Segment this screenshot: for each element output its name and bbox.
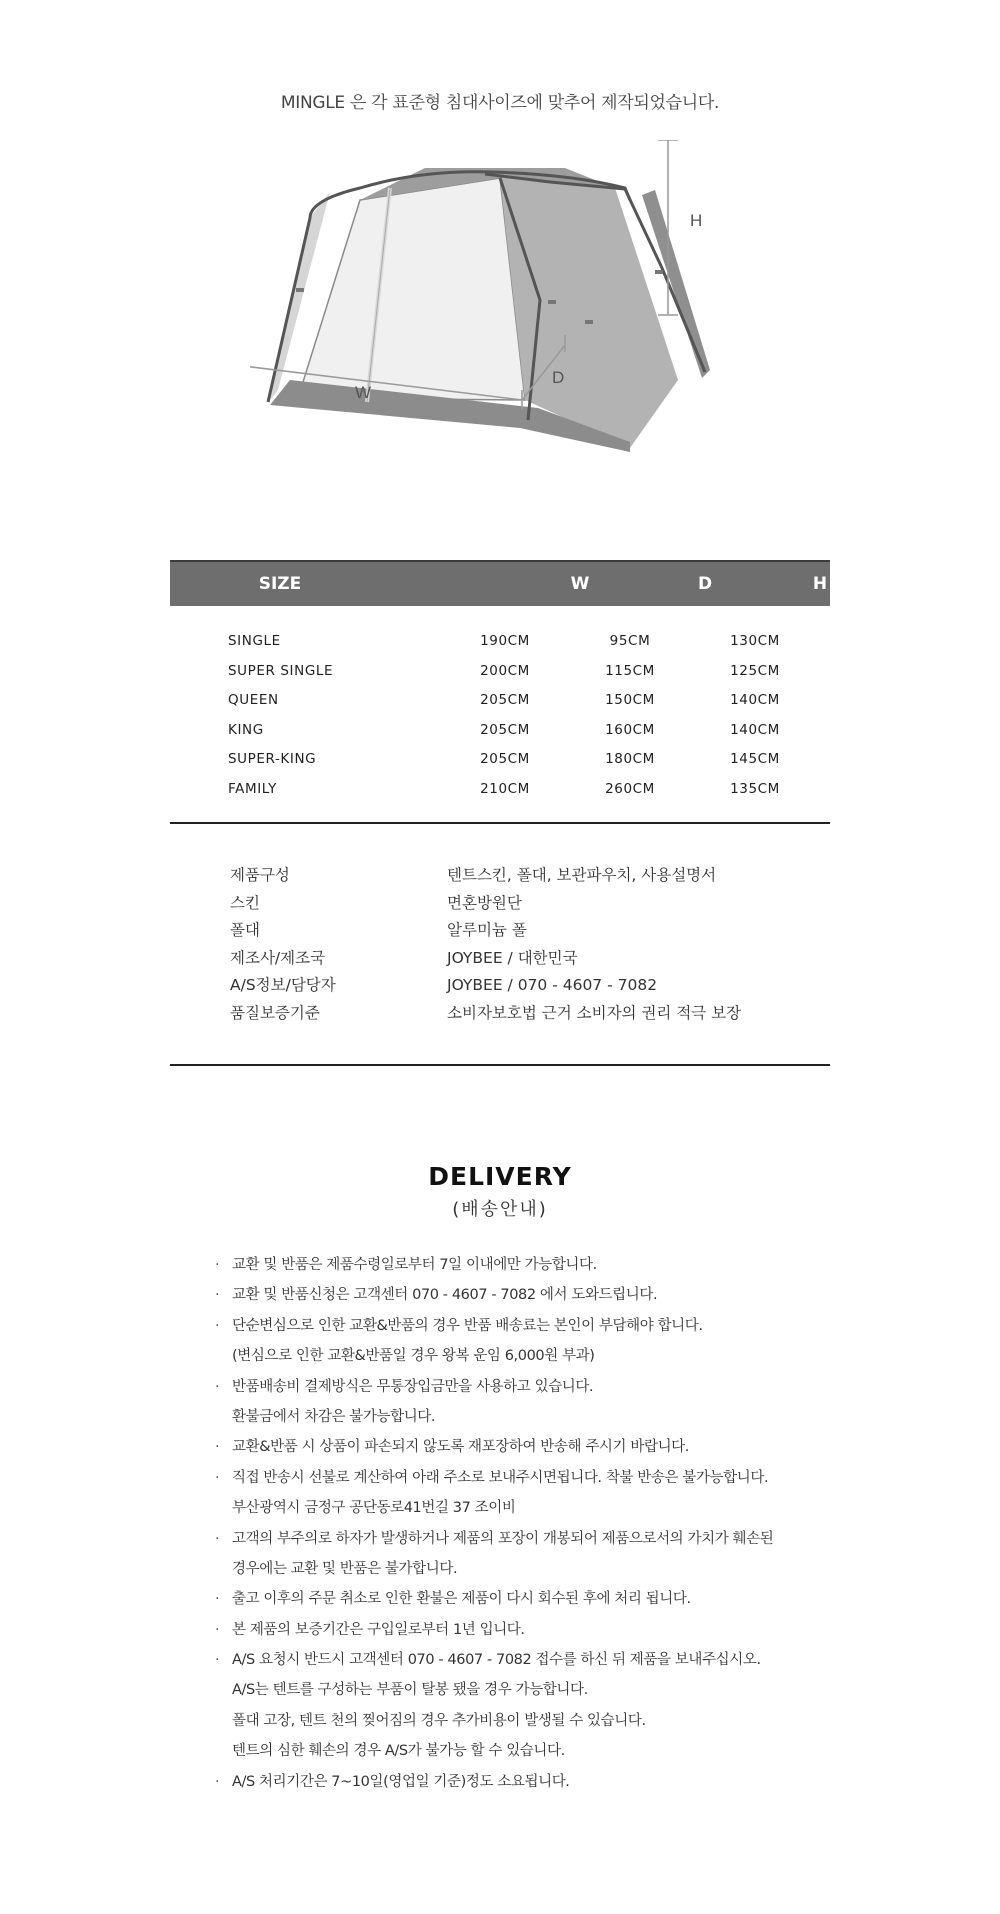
list-item xyxy=(215,1524,815,1554)
product-spec-list xyxy=(170,862,830,1027)
list-item xyxy=(215,1736,815,1766)
spec-value: 면혼방원단 xyxy=(447,893,522,912)
size-name: SUPER SINGLE xyxy=(228,662,334,679)
list-item xyxy=(215,1341,815,1371)
list-item xyxy=(215,1402,815,1432)
list-item xyxy=(215,1584,815,1614)
note-text: 교환 및 반품신청은 고객센터 070 - 4607 - 7082 에서 도와드립니다. xyxy=(232,1287,658,1304)
note-text: 단순변심으로 인한 교환&반품의 경우 반품 배송료는 본인이 부담해야 합니다. xyxy=(232,1317,703,1334)
bullet: · xyxy=(215,1621,220,1638)
spec-row xyxy=(170,1000,830,1028)
size-d: 150CM xyxy=(605,692,655,708)
note-text: 텐트의 심한 훼손의 경우 A/S가 불가능 할 수 있습니다. xyxy=(232,1743,565,1760)
note-text: 교환 및 반품은 제품수령일로부터 7일 이내에만 가능합니다. xyxy=(232,1257,597,1273)
spec-label: A/S정보/담당자 xyxy=(230,976,336,994)
size-name: QUEEN xyxy=(228,692,279,708)
divider xyxy=(170,1064,830,1066)
size-h: 135CM xyxy=(730,780,780,797)
size-d: 180CM xyxy=(605,751,655,767)
list-item xyxy=(215,1767,815,1797)
size-h: 145CM xyxy=(730,751,780,767)
list-item xyxy=(215,1372,815,1402)
spec-row xyxy=(170,917,830,945)
bullet: · xyxy=(215,1317,220,1334)
note-text: 환불금에서 차감은 불가능합니다. xyxy=(232,1408,436,1425)
note-text: 직접 반송시 선불로 계산하여 아래 주소로 보내주시면됩니다. 착불 반송은 불가능합니다. xyxy=(232,1469,769,1486)
delivery-title: DELIVERY xyxy=(428,1162,572,1191)
width-label: W xyxy=(355,383,372,402)
list-item xyxy=(215,1645,815,1675)
note-text: 경우에는 교환 및 반품은 불가합니다. xyxy=(232,1560,458,1577)
spec-label: 제품구성 xyxy=(230,866,290,884)
spec-value: JOYBEE / 대한민국 xyxy=(447,948,578,967)
size-d: 95CM xyxy=(609,633,651,649)
bullet: · xyxy=(215,1530,220,1547)
spec-value: 알루미늄 폴 xyxy=(447,921,527,939)
note-text: 폴대 고장, 텐트 천의 찢어짐의 경우 추가비용이 발생될 수 있습니다. xyxy=(232,1712,646,1729)
note-text: 교환&반품 시 상품이 파손되지 않도록 재포장하여 반송해 주시기 바랍니다. xyxy=(232,1439,689,1456)
delivery-subtitle: (배송안내) xyxy=(452,1199,548,1220)
list-item xyxy=(215,1675,815,1705)
note-text: A/S 요청시 반드시 고객센터 070 - 4607 - 7082 접수를 하신 뒤 제품을 보내주십시오. xyxy=(232,1652,761,1669)
size-table-body xyxy=(170,627,830,804)
spec-value: 텐트스킨, 폴대, 보관파우치, 사용설명서 xyxy=(447,866,717,884)
bullet: · xyxy=(215,1257,220,1273)
list-item xyxy=(215,1463,815,1493)
spec-label: 품질보증기준 xyxy=(230,1003,320,1022)
header-size: SIZE xyxy=(258,574,302,594)
bullet: · xyxy=(215,1591,220,1608)
size-name: FAMILY xyxy=(228,780,277,797)
spec-label: 스킨 xyxy=(230,893,260,912)
size-w: 205CM xyxy=(480,751,530,767)
spec-value: JOYBEE / 070 - 4607 - 7082 xyxy=(447,976,658,994)
bullet: · xyxy=(215,1652,220,1669)
table-row xyxy=(170,627,830,657)
header-w: W xyxy=(570,574,590,594)
note-text: (변심으로 인한 교환&반품일 경우 왕복 운임 6,000원 부과) xyxy=(232,1348,595,1365)
size-name: KING xyxy=(228,721,264,738)
size-h: 125CM xyxy=(730,662,780,679)
table-row xyxy=(170,657,830,687)
list-item xyxy=(215,1432,815,1462)
size-table-header xyxy=(170,560,830,606)
table-row xyxy=(170,716,830,746)
table-row xyxy=(170,686,830,716)
divider xyxy=(170,822,830,824)
note-text: A/S 처리기간은 7~10일(영업일 기준)정도 소요됩니다. xyxy=(232,1773,570,1790)
spec-row xyxy=(170,945,830,973)
size-w: 210CM xyxy=(480,780,530,797)
spec-value: 소비자보호법 근거 소비자의 권리 적극 보장 xyxy=(447,1003,742,1022)
bullet: · xyxy=(215,1439,220,1456)
tent-diagram xyxy=(250,140,770,500)
size-name: SINGLE xyxy=(228,633,281,649)
spec-label: 제조사/제조국 xyxy=(230,948,326,967)
note-text: 반품배송비 결제방식은 무통장입금만을 사용하고 있습니다. xyxy=(232,1378,594,1395)
spec-row xyxy=(170,862,830,890)
list-item xyxy=(215,1280,815,1310)
height-label: H xyxy=(690,211,703,230)
size-name: SUPER-KING xyxy=(228,751,317,767)
size-h: 130CM xyxy=(730,633,780,649)
list-item xyxy=(215,1311,815,1341)
table-row xyxy=(170,745,830,775)
spec-row xyxy=(170,972,830,1000)
note-text: 본 제품의 보증기간은 구입일로부터 1년 입니다. xyxy=(232,1621,525,1638)
size-d: 260CM xyxy=(605,780,655,797)
note-text: 부산광역시 금정구 공단동로41번길 37 조이비 xyxy=(232,1500,516,1517)
list-item xyxy=(215,1706,815,1736)
list-item xyxy=(215,1554,815,1584)
list-item xyxy=(215,1493,815,1523)
size-w: 190CM xyxy=(480,633,530,649)
note-text: 고객의 부주의로 하자가 발생하거나 제품의 포장이 개봉되어 제품으로서의 가치가 훼손된 xyxy=(232,1530,774,1547)
header-h: H xyxy=(812,574,828,594)
size-w: 205CM xyxy=(480,692,530,708)
size-w: 200CM xyxy=(480,662,530,679)
size-h: 140CM xyxy=(730,721,780,738)
header-d: D xyxy=(697,574,713,594)
delivery-notes xyxy=(215,1250,815,1797)
bullet: · xyxy=(215,1469,220,1486)
note-text: 출고 이후의 주문 취소로 인한 환불은 제품이 다시 회수된 후에 처리 됩니다. xyxy=(232,1591,691,1608)
list-item xyxy=(215,1615,815,1645)
tent-front-panel xyxy=(298,178,525,400)
bullet: · xyxy=(215,1378,220,1395)
spec-row xyxy=(170,890,830,918)
bullet: · xyxy=(215,1287,220,1304)
bullet: · xyxy=(215,1773,220,1790)
spec-label: 폴대 xyxy=(230,921,260,939)
note-text: A/S는 텐트를 구성하는 부품이 탈봉 됐을 경우 가능합니다. xyxy=(232,1682,588,1699)
size-d: 115CM xyxy=(605,662,655,679)
table-row xyxy=(170,775,830,805)
depth-label: D xyxy=(552,368,565,387)
size-h: 140CM xyxy=(730,692,780,708)
size-d: 160CM xyxy=(605,721,655,738)
intro-text: MINGLE 은 각 표준형 침대사이즈에 맞추어 제작되었습니다. xyxy=(280,93,720,113)
size-w: 205CM xyxy=(480,721,530,738)
list-item xyxy=(215,1250,815,1280)
